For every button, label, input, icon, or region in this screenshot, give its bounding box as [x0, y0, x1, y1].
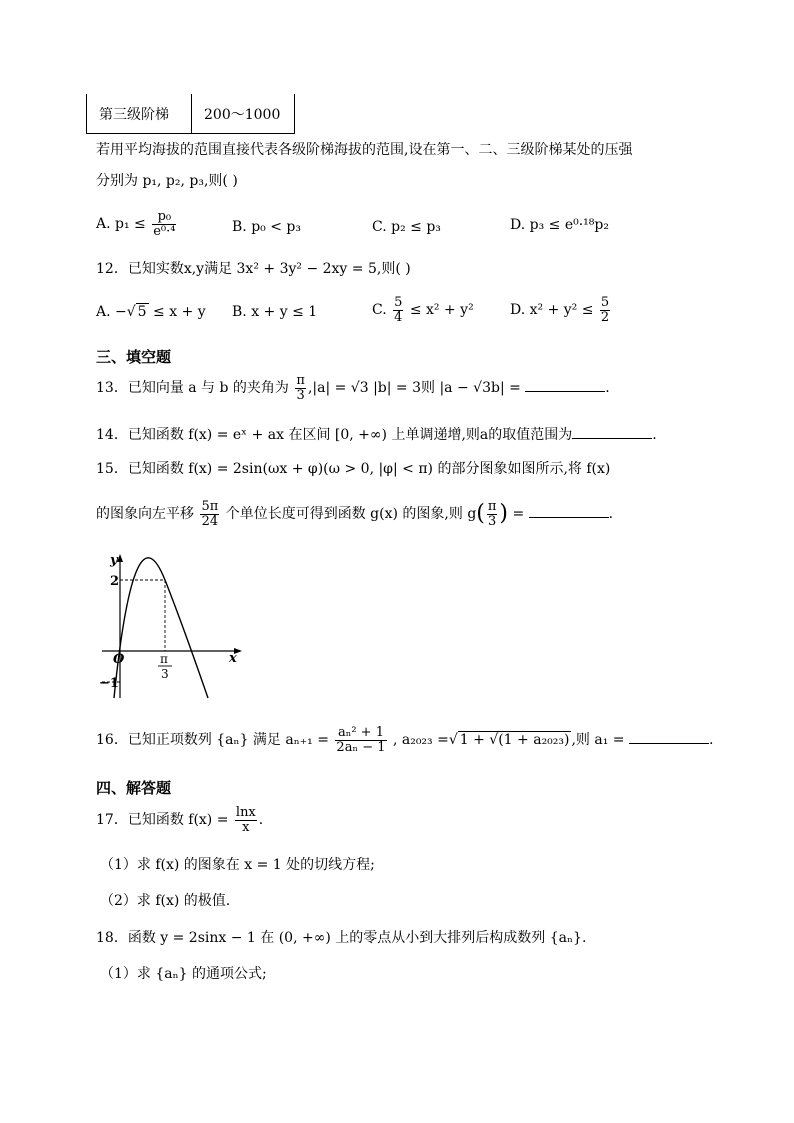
y-min-label: −1 — [99, 676, 119, 691]
q15-line2 — [96, 500, 613, 528]
q11-option-c: C. p₂ ≤ p₃ — [372, 219, 441, 235]
q13-condition: ,|a| = √3 |b| = 3则 |a − √3b| = — [307, 380, 521, 397]
q12-option-c-label: C. — [372, 302, 387, 319]
q17-part2: （2）求 f(x) 的极值. — [100, 893, 231, 909]
q17-stem — [96, 806, 263, 834]
table-cell-range: 200～1000 — [192, 94, 295, 134]
q12-option-a-prefix: A. − — [96, 304, 127, 320]
q12-option-c-fraction — [393, 296, 403, 324]
y-axis-arrow — [117, 554, 123, 562]
fraction-denominator: x — [242, 819, 250, 835]
origin-label: O — [113, 652, 125, 667]
q16-mid: , a₂₀₂₃ = — [392, 732, 449, 749]
x-tick-numerator: π — [160, 652, 168, 666]
q12-option-a-root: 5 — [137, 304, 147, 320]
section-heading-solutions: 四、解答题 — [96, 779, 172, 797]
left-paren: ( — [476, 501, 485, 527]
sine-graph — [98, 548, 258, 700]
fraction-denominator: 3 — [296, 387, 305, 403]
q13-answer-blank — [525, 379, 605, 392]
q16-prefix: 16．已知正项数列 {aₙ} 满足 aₙ₊₁ = — [96, 732, 329, 749]
fraction-denominator: 3 — [488, 513, 497, 529]
q15-equals: = — [512, 506, 525, 523]
fraction-numerator: 5π — [201, 499, 219, 514]
q14-text: 14．已知函数 f(x) = eˣ + ax 在区间 [0, +∞) 上单调递增,则a的取值范围为 — [96, 427, 573, 443]
q13-angle-fraction — [295, 374, 306, 402]
q16-recurrence-fraction — [335, 726, 386, 754]
q13-end: . — [605, 380, 610, 397]
q16-tail: ,则 a₁ = — [571, 732, 625, 749]
fraction-denominator: 24 — [201, 513, 219, 529]
right-paren: ) — [499, 501, 509, 527]
y-axis-label: y — [110, 553, 118, 568]
fraction-numerator: π — [487, 499, 497, 514]
q12-option-b: B. x + y ≤ 1 — [232, 304, 318, 320]
q15-line2-mid: 个单位长度可得到函数 g(x) 的图象,则 g — [225, 506, 477, 523]
q15-line1: 15．已知函数 f(x) = 2sin(ωx + φ)(ω > 0, |φ| < π) 的部分图象如图所示,将 f(x) — [96, 461, 611, 477]
q15-answer-blank — [529, 505, 609, 518]
fraction-numerator: π — [296, 373, 305, 388]
fraction-denominator: 2aₙ − 1 — [336, 739, 386, 755]
altitude-table — [86, 94, 295, 134]
q16: 16．已知正项数列 {aₙ} 满足 aₙ₊₁ = $\frac{\text{aₙ² + 1}}{\text{2aₙ − 1}}$ , a₂₀₂₃ =√ 1 + √(1 + a₂₀₂₃) ,则 a₁ = . — [96, 725, 714, 755]
table-row — [87, 94, 295, 134]
q12-option-a-suffix: ≤ x + y — [148, 304, 206, 320]
q12-stem: 12．已知实数x,y满足 3x² + 3y² − 2xy = 5,则( ) — [96, 261, 411, 277]
fraction-numerator: lnx — [235, 805, 256, 820]
x-axis-label: x — [229, 651, 237, 666]
q11-option-b: B. p₀ < p₃ — [232, 219, 301, 235]
q16-end: . — [708, 732, 714, 749]
q14-end: . — [652, 427, 657, 443]
q15-end: . — [608, 506, 614, 523]
section-heading-fill-in: 三、填空题 — [96, 348, 172, 366]
q11-stem-line2: 分别为 p₁, p₂, p₃,则( ) — [96, 173, 238, 189]
fraction-denominator: 2 — [600, 309, 610, 325]
fraction-numerator: p₀ — [152, 210, 176, 225]
q11-option-a-fraction — [152, 210, 176, 238]
fraction-numerator: aₙ² + 1 — [335, 726, 386, 741]
q16-answer-blank — [629, 731, 709, 744]
q12-option-c — [372, 296, 474, 324]
q17-fraction — [235, 806, 257, 834]
fraction-denominator: 4 — [394, 309, 403, 325]
q16-root: 1 + √(1 + a₂₀₂₃) — [459, 732, 570, 749]
q17-part1: （1）求 f(x) 的图象在 x = 1 处的切线方程; — [100, 857, 375, 873]
q12-option-d-fraction — [600, 296, 610, 324]
fraction-denominator: e⁰·⁴ — [153, 223, 176, 239]
fraction-numerator: 5 — [600, 295, 610, 310]
q12-option-d — [510, 296, 612, 324]
x-tick-denominator: 3 — [161, 667, 169, 681]
q11-option-a — [96, 210, 178, 238]
q11-option-d: D. p₃ ≤ e⁰·¹⁸p₂ — [510, 217, 609, 233]
q11-stem-line1: 若用平均海拔的范围直接代表各级阶梯海拔的范围,设在第一、二、三级阶梯某处的压强 — [96, 142, 633, 158]
y-max-label: 2 — [110, 574, 120, 589]
q15-shift-fraction — [200, 500, 219, 528]
q13-prefix: 13．已知向量 a 与 b 的夹角为 — [96, 380, 289, 397]
q14 — [96, 426, 657, 442]
q11-option-a-label: A. p₁ ≤ — [96, 216, 146, 233]
q14-answer-blank — [572, 426, 652, 439]
q15-arg-fraction — [487, 500, 498, 528]
q17-prefix: 17．已知函数 f(x) = — [96, 812, 229, 829]
q13 — [96, 374, 610, 402]
q12-option-a: A. −√ 5 ≤ x + y — [96, 304, 206, 320]
q12-option-c-suffix: ≤ x² + y² — [409, 302, 474, 319]
q17-end: . — [258, 812, 264, 829]
q15-line2-prefix: 的图象向左平移 — [96, 506, 194, 523]
table-cell-tier: 第三级阶梯 — [87, 94, 192, 134]
fraction-numerator: 5 — [394, 295, 403, 310]
q18-part1: （1）求 {aₙ} 的通项公式; — [100, 966, 267, 982]
q18-stem: 18．函数 y = 2sinx − 1 在 (0, +∞) 上的零点从小到大排列后构成数列 {aₙ}. — [96, 930, 587, 946]
q12-option-d-label: D. x² + y² ≤ — [510, 302, 594, 319]
